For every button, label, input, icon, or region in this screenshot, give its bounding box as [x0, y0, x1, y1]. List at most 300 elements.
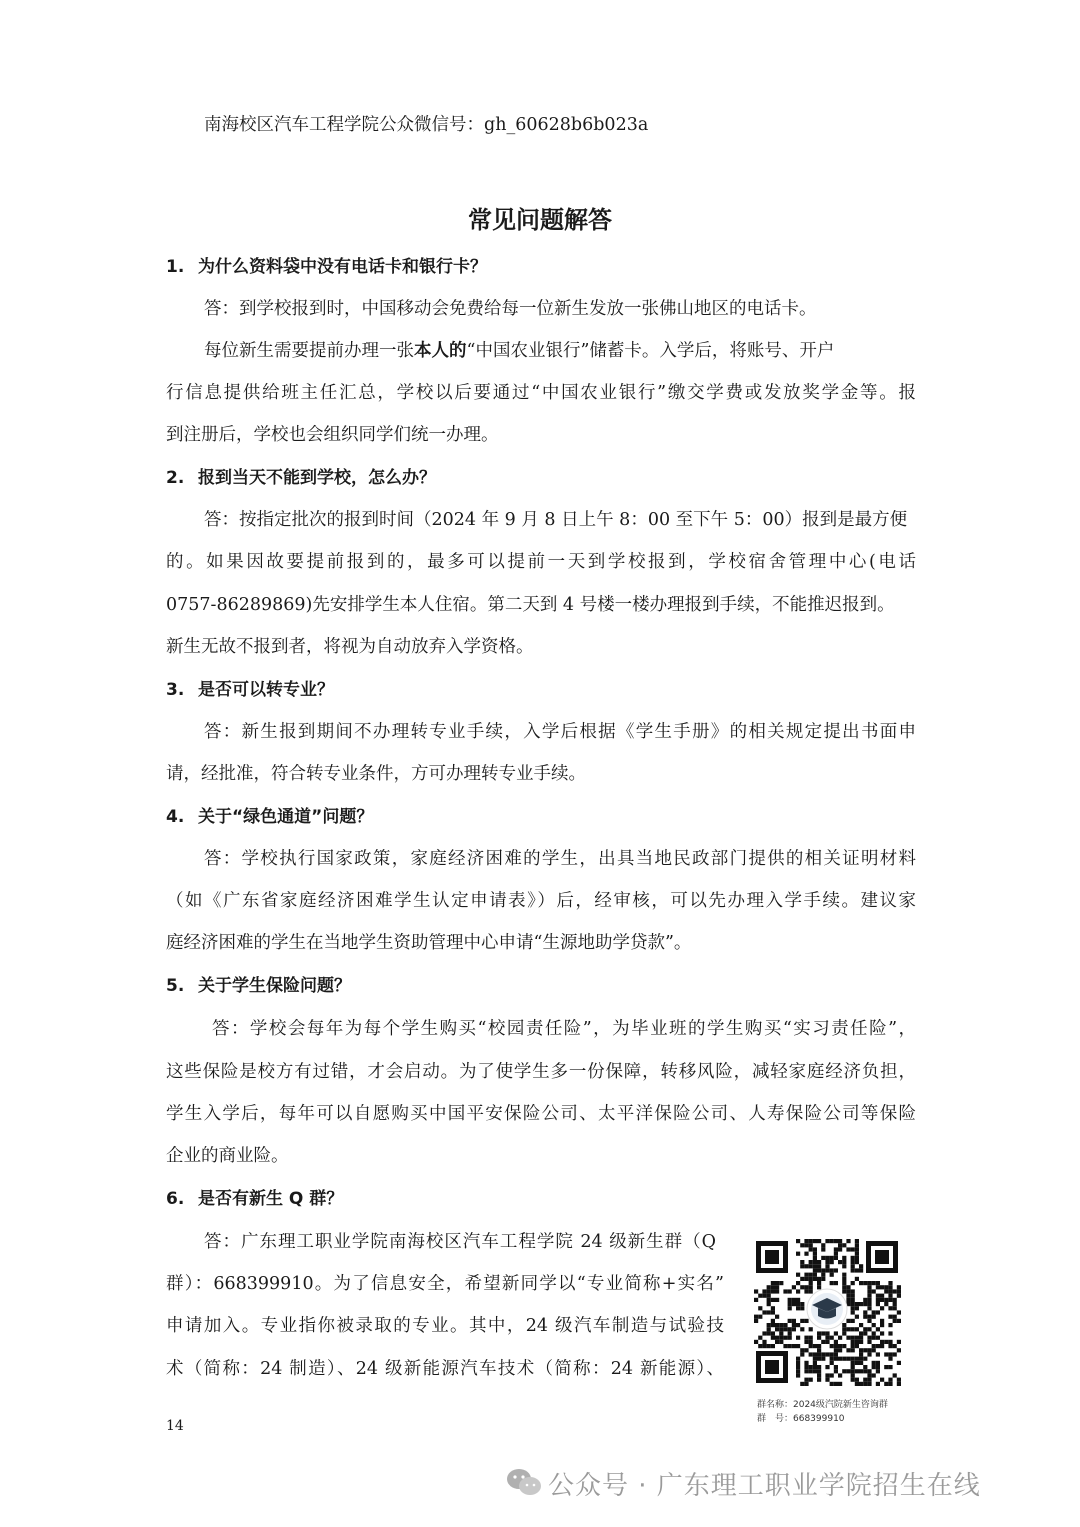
qr-module — [876, 1365, 880, 1369]
qr-module — [880, 1319, 884, 1323]
qr-module — [809, 1352, 813, 1356]
question-number: 1. — [166, 257, 185, 277]
qr-module — [825, 1331, 829, 1335]
qr-module — [779, 1323, 783, 1327]
qr-module — [859, 1302, 863, 1306]
qr-module — [813, 1365, 817, 1369]
qr-module — [846, 1369, 850, 1373]
qr-module — [867, 1378, 871, 1382]
question-text: 关于学生保险问题？ — [198, 976, 351, 996]
qr-module — [863, 1369, 867, 1373]
qr-module — [771, 1344, 775, 1348]
qr-module — [872, 1310, 876, 1314]
qr-module — [884, 1285, 888, 1289]
qr-module — [884, 1289, 888, 1293]
qr-module — [888, 1289, 892, 1293]
qr-module — [838, 1260, 842, 1264]
qr-module — [830, 1361, 834, 1365]
qr-module — [867, 1369, 871, 1373]
qr-module — [817, 1352, 821, 1356]
qr-module — [842, 1357, 846, 1361]
qr-module — [834, 1340, 838, 1344]
qr-module — [809, 1260, 813, 1264]
qr-module — [775, 1340, 779, 1344]
qr-module — [851, 1365, 855, 1369]
qr-module — [851, 1298, 855, 1302]
qr-module — [817, 1336, 821, 1340]
qr-module — [771, 1336, 775, 1340]
qr-module — [880, 1298, 884, 1302]
qr-module — [888, 1285, 892, 1289]
qr-module — [796, 1344, 800, 1348]
qr-module — [867, 1319, 871, 1323]
qr-module — [796, 1298, 800, 1302]
qr-module — [863, 1310, 867, 1314]
answer-line: （如《广东省家庭经济困难学生认定申请表》）后，经审核，可以先办理入学手续。建议家 — [166, 891, 916, 911]
question-text: 是否有新生 Q 群？ — [198, 1189, 344, 1209]
qr-module — [762, 1331, 766, 1335]
answer-line: 的。如果因故要提前报到的，最多可以提前一天到学校报到，学校宿舍管理中心(电话 — [166, 552, 916, 572]
qr-module — [888, 1340, 892, 1344]
question-text: 关于“绿色通道”问题？ — [198, 807, 374, 827]
qr-module — [792, 1302, 796, 1306]
qr-module — [876, 1352, 880, 1356]
qr-module — [809, 1289, 813, 1293]
qr-module — [821, 1331, 825, 1335]
qr-module — [788, 1319, 792, 1323]
qr-module — [855, 1247, 859, 1251]
qr-module — [842, 1331, 846, 1335]
answer-line: 企业的商业险。 — [166, 1146, 289, 1166]
qr-module — [788, 1298, 792, 1302]
qr-module — [813, 1277, 817, 1281]
qr-module — [804, 1252, 808, 1256]
qr-module — [893, 1298, 897, 1302]
qr-module — [846, 1298, 850, 1302]
qr-module — [771, 1281, 775, 1285]
qr-module — [792, 1285, 796, 1289]
qr-module — [888, 1378, 892, 1382]
qr-module — [838, 1247, 842, 1251]
qr-module — [851, 1348, 855, 1352]
qr-module — [851, 1281, 855, 1285]
qr-module — [809, 1277, 813, 1281]
qr-module — [758, 1315, 762, 1319]
qr-module — [863, 1281, 867, 1285]
qr-module — [851, 1319, 855, 1323]
qr-module — [813, 1247, 817, 1251]
qr-module — [821, 1357, 825, 1361]
qr-module — [809, 1378, 813, 1382]
qr-module — [825, 1256, 829, 1260]
qr-module — [830, 1281, 834, 1285]
qr-module — [775, 1327, 779, 1331]
qr-module — [893, 1302, 897, 1306]
qr-module — [851, 1373, 855, 1377]
qr-module — [825, 1268, 829, 1272]
qr-module — [867, 1382, 871, 1386]
answer-line: 答：到学校报到时，中国移动会免费给每一位新生发放一张佛山地区的电话卡。 — [204, 299, 817, 319]
qr-module — [834, 1382, 838, 1386]
qr-module — [893, 1344, 897, 1348]
qr-module — [851, 1306, 855, 1310]
answer-line: 庭经济困难的学生在当地学生资助管理中心申请“生源地助学贷款”。 — [166, 933, 692, 953]
answer-line: 答：学校会每年为每个学生购买“校园责任险”，为毕业班的学生购买“实习责任险”， — [212, 1019, 916, 1039]
qr-module — [813, 1256, 817, 1260]
qr-module — [863, 1315, 867, 1319]
qr-module — [817, 1373, 821, 1377]
qr-module — [821, 1268, 825, 1272]
qr-module — [859, 1331, 863, 1335]
qr-module — [796, 1357, 800, 1361]
qr-module — [775, 1315, 779, 1319]
qr-module — [834, 1348, 838, 1352]
qr-module — [880, 1285, 884, 1289]
qr-module — [834, 1369, 838, 1373]
qr-module — [855, 1357, 859, 1361]
answer-line: 到注册后，学校也会组织同学们统一办理。 — [166, 425, 499, 445]
qr-module — [788, 1344, 792, 1348]
qr-module — [817, 1331, 821, 1335]
qr-module — [846, 1319, 850, 1323]
qr-module — [767, 1344, 771, 1348]
qr-module — [804, 1348, 808, 1352]
qr-module — [884, 1382, 888, 1386]
qr-module — [834, 1344, 838, 1348]
qr-module — [809, 1340, 813, 1344]
qr-module — [838, 1336, 842, 1340]
qr-module — [888, 1281, 892, 1285]
question-3-heading — [166, 677, 916, 703]
qr-module — [804, 1289, 808, 1293]
qr-module — [884, 1340, 888, 1344]
qr-module — [855, 1277, 859, 1281]
question-number: 2. — [166, 468, 185, 488]
qr-module — [804, 1378, 808, 1382]
qr-module — [842, 1243, 846, 1247]
qr-module — [792, 1327, 796, 1331]
qr-module — [817, 1285, 821, 1289]
qr-module — [783, 1323, 787, 1327]
qr-module — [817, 1264, 821, 1268]
qr-module — [792, 1298, 796, 1302]
qr-module — [809, 1264, 813, 1268]
qr-module — [834, 1256, 838, 1260]
qr-module — [851, 1289, 855, 1293]
qr-module — [804, 1243, 808, 1247]
qr-module — [830, 1352, 834, 1356]
qr-module — [888, 1357, 892, 1361]
qr-module — [897, 1348, 901, 1352]
qr-module — [817, 1281, 821, 1285]
qr-module — [855, 1268, 859, 1272]
qr-module — [867, 1306, 871, 1310]
qr-module — [880, 1323, 884, 1327]
qr-module — [809, 1247, 813, 1251]
page-title: 常见问题解答 — [468, 206, 612, 234]
qr-module — [897, 1310, 901, 1314]
qr-module — [842, 1256, 846, 1260]
qr-module — [851, 1302, 855, 1306]
qr-module — [872, 1331, 876, 1335]
qr-module — [897, 1382, 901, 1386]
qr-module — [796, 1365, 800, 1369]
qr-module — [771, 1323, 775, 1327]
qr-module — [888, 1352, 892, 1356]
qr-module — [825, 1365, 829, 1369]
qr-module — [867, 1336, 871, 1340]
qr-module — [809, 1273, 813, 1277]
qr-module — [796, 1369, 800, 1373]
answer-line: 答：广东理工职业学院南海校区汽车工程学院 24 级新生群（Q — [204, 1232, 716, 1252]
qr-module — [867, 1315, 871, 1319]
qr-module — [830, 1344, 834, 1348]
qr-module — [821, 1340, 825, 1344]
qr-module — [855, 1344, 859, 1348]
qr-module — [855, 1340, 859, 1344]
qr-module — [846, 1357, 850, 1361]
qr-module — [859, 1361, 863, 1365]
qr-module — [842, 1289, 846, 1293]
qr-module — [804, 1382, 808, 1386]
qr-module — [817, 1348, 821, 1352]
qr-module — [779, 1340, 783, 1344]
qr-module — [804, 1319, 808, 1323]
qr-module — [762, 1310, 766, 1314]
qr-module — [888, 1294, 892, 1298]
qr-module — [859, 1357, 863, 1361]
qr-module — [867, 1285, 871, 1289]
qr-module — [888, 1344, 892, 1348]
qr-module — [846, 1285, 850, 1289]
qr-module — [859, 1369, 863, 1373]
qr-module — [851, 1247, 855, 1251]
answer-line: 行信息提供给班主任汇总，学校以后要通过“中国农业银行”缴交学费或发放奖学金等。报 — [166, 383, 916, 403]
qr-module — [851, 1336, 855, 1340]
qr-module — [783, 1336, 787, 1340]
qr-module — [830, 1273, 834, 1277]
qr-module — [813, 1344, 817, 1348]
qr-module — [817, 1378, 821, 1382]
qr-module — [893, 1319, 897, 1323]
qr-module — [859, 1268, 863, 1272]
qr-module — [855, 1327, 859, 1331]
qr-module — [893, 1289, 897, 1293]
qr-module — [880, 1306, 884, 1310]
qr-module — [796, 1361, 800, 1365]
qr-module — [872, 1336, 876, 1340]
qr-module — [842, 1264, 846, 1268]
qr-module — [762, 1340, 766, 1344]
qr-module — [817, 1357, 821, 1361]
answer-text: 每位新生需要提前办理一张 — [204, 341, 414, 361]
question-text: 是否可以转专业？ — [198, 680, 334, 700]
qr-module — [825, 1378, 829, 1382]
qr-module — [893, 1373, 897, 1377]
qr-module — [888, 1298, 892, 1302]
qr-module — [855, 1260, 859, 1264]
qr-module — [838, 1243, 842, 1247]
qr-module — [842, 1281, 846, 1285]
qr-module — [809, 1365, 813, 1369]
qr-module — [838, 1344, 842, 1348]
qr-module — [842, 1369, 846, 1373]
qr-module — [767, 1310, 771, 1314]
qr-module — [888, 1323, 892, 1327]
qr-module — [771, 1306, 775, 1310]
qr-module — [876, 1294, 880, 1298]
qr-module — [851, 1310, 855, 1314]
qr-module — [834, 1331, 838, 1335]
qr-module — [880, 1331, 884, 1335]
qr-module — [775, 1289, 779, 1293]
qr-module — [800, 1306, 804, 1310]
qr-module — [804, 1285, 808, 1289]
qr-module — [821, 1273, 825, 1277]
qr-module — [893, 1306, 897, 1310]
qr-module — [758, 1306, 762, 1310]
qr-module — [804, 1340, 808, 1344]
qr-module — [863, 1382, 867, 1386]
watermark-text: 公众号 · 广东理工职业学院招生在线 — [548, 1471, 981, 1501]
qr-module — [855, 1302, 859, 1306]
qr-module — [813, 1264, 817, 1268]
qr-module — [830, 1373, 834, 1377]
qr-module — [825, 1260, 829, 1264]
qr-module — [863, 1348, 867, 1352]
qr-module — [846, 1294, 850, 1298]
qr-module — [775, 1298, 779, 1302]
qr-module — [796, 1323, 800, 1327]
answer-line: 申请加入。专业指你被录取的专业。其中，24 级汽车制造与试验技 — [166, 1316, 724, 1336]
qr-module — [825, 1340, 829, 1344]
qr-module — [804, 1336, 808, 1340]
qr-module — [855, 1361, 859, 1365]
qr-module — [851, 1294, 855, 1298]
qr-module — [830, 1357, 834, 1361]
qr-module — [867, 1281, 871, 1285]
qr-module — [767, 1294, 771, 1298]
qr-module — [796, 1289, 800, 1293]
qr-module — [800, 1285, 804, 1289]
qr-module — [846, 1327, 850, 1331]
qr-module — [834, 1239, 838, 1243]
question-4-heading — [166, 804, 916, 830]
qr-module — [813, 1369, 817, 1373]
qr-module — [817, 1268, 821, 1272]
qr-module — [880, 1344, 884, 1348]
qr-module — [830, 1382, 834, 1386]
qr-module — [796, 1239, 800, 1243]
qr-module — [813, 1357, 817, 1361]
qr-module — [796, 1373, 800, 1377]
qr-module — [830, 1239, 834, 1243]
qr-module — [788, 1336, 792, 1340]
qr-module — [775, 1285, 779, 1289]
qr-module — [813, 1361, 817, 1365]
qr-module — [800, 1327, 804, 1331]
qr-module — [888, 1306, 892, 1310]
qr-module — [804, 1264, 808, 1268]
qr-module — [838, 1382, 842, 1386]
qr-module — [767, 1289, 771, 1293]
answer-line — [204, 338, 954, 364]
qr-module — [851, 1327, 855, 1331]
qr-module — [880, 1340, 884, 1344]
qr-module — [775, 1281, 779, 1285]
answer-line: 0757-86289869)先安排学生本人住宿。第二天到 4 号楼一楼办理报到手续，不能推迟报到。 — [166, 595, 895, 615]
qr-module — [859, 1323, 863, 1327]
qr-module — [863, 1302, 867, 1306]
qr-module — [771, 1331, 775, 1335]
qr-module — [771, 1289, 775, 1293]
qr-module — [842, 1273, 846, 1277]
qr-module — [800, 1243, 804, 1247]
qr-module — [817, 1260, 821, 1264]
qr-module — [834, 1281, 838, 1285]
qr-module — [888, 1331, 892, 1335]
qr-module — [846, 1336, 850, 1340]
qr-module — [876, 1298, 880, 1302]
qr-module — [888, 1315, 892, 1319]
answer-line: 学生入学后，每年可以自愿购买中国平安保险公司、太平洋保险公司、人寿保险公司等保险 — [166, 1104, 916, 1124]
qr-module — [867, 1327, 871, 1331]
qr-module — [851, 1268, 855, 1272]
qr-module — [859, 1336, 863, 1340]
qr-module — [771, 1310, 775, 1314]
answer-line: 请，经批准，符合转专业条件，方可办理转专业手续。 — [166, 764, 586, 784]
qr-module — [834, 1268, 838, 1272]
qr-module — [897, 1285, 901, 1289]
qr-module — [825, 1336, 829, 1340]
qr-module — [817, 1239, 821, 1243]
qr-module — [867, 1352, 871, 1356]
answer-line: 答：新生报到期间不办理转专业手续，入学后根据《学生手册》的相关规定提出书面申 — [204, 722, 916, 742]
qr-module — [876, 1361, 880, 1365]
qr-module — [834, 1357, 838, 1361]
qr-module — [830, 1260, 834, 1264]
qr-module — [788, 1302, 792, 1306]
question-5-heading — [166, 973, 916, 999]
qr-module — [800, 1348, 804, 1352]
qr-module — [863, 1378, 867, 1382]
qr-module — [813, 1352, 817, 1356]
answer-line: 答：按指定批次的报到时间（2024 年 9 月 8 日上午 8：00 至下午 5：00）报到是最方便 — [204, 510, 908, 530]
qr-module — [888, 1365, 892, 1369]
qr-module — [800, 1264, 804, 1268]
qr-module — [876, 1310, 880, 1314]
qr-module — [762, 1344, 766, 1348]
qr-module — [838, 1239, 842, 1243]
qr-module — [851, 1344, 855, 1348]
qr-module — [872, 1281, 876, 1285]
qr-module — [851, 1357, 855, 1361]
qr-module — [872, 1323, 876, 1327]
qr-module — [800, 1260, 804, 1264]
qr-module — [842, 1327, 846, 1331]
question-6-heading — [166, 1186, 916, 1212]
qr-module — [809, 1281, 813, 1285]
qr-module — [846, 1239, 850, 1243]
qr-module — [792, 1323, 796, 1327]
qr-module — [775, 1336, 779, 1340]
qr-module — [872, 1344, 876, 1348]
answer-line: 答：学校执行国家政策，家庭经济困难的学生，出具当地民政部门提供的相关证明材料 — [204, 849, 916, 869]
qr-module — [884, 1365, 888, 1369]
qr-module — [838, 1348, 842, 1352]
qr-module — [851, 1340, 855, 1344]
qr-module — [863, 1365, 867, 1369]
